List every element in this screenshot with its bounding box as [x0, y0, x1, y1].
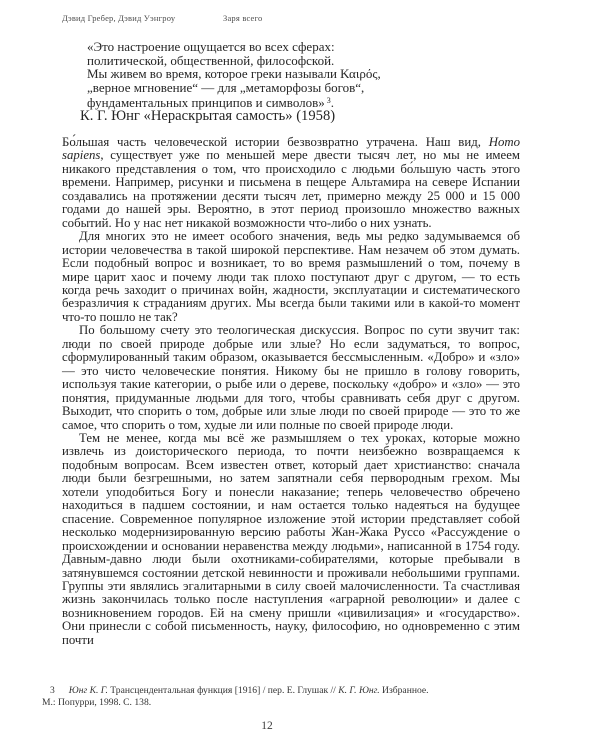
running-head-authors: Дэвид Гребер, Дэвид Уэнгроу — [62, 13, 176, 23]
epigraph-last-line-text: фундаментальных принципов и символов» — [87, 95, 325, 111]
footnote-text — [69, 685, 429, 696]
footnote-line: М.: Попурри, 1998. С. 138. — [42, 696, 152, 708]
epigraph-line: „верное мгновение“ — для „метаморфозы богов“, — [87, 79, 365, 95]
epigraph-line: Мы живем во время, которое греки называли Καιρός, — [87, 66, 381, 82]
text-run: Для многих это не имеет особого значения, ведь мы редко задумываемся об истории человечества в такой широкой перспективе. Нам незачем об этом думать. Если подобный вопрос и возникает, то во время размышлений о том, почему в мире царит хаос и почему люди так плохо поступают друг с другом, — то есть когда речь заходит о причинах войн, жадности, эксплуатации и систематического безразличия к страданиям других. Мы всегда были такими или в какой-то момент что-то пошло не так? — [62, 229, 520, 324]
text-run: Тем не менее, когда мы всё же размышляем о тех уроках, которые можно извлечь из доисторического периода, то почти неизбежно возвращаемся к подобным вопросам. Всем известен ответ, который дает христианство: сначала люди были безгрешными, но затем запятнали себя первородным грехом. Мы хотели уподобиться Богу и понесли наказание; теперь человечество обречено находиться в падшем состоянии, и нам остается только надеяться на будущее спасение. Современное популярное изложение этой истории представляет собой несколько модернизированную версию работы Жан-Жака Руссо «Рассуждение о происхождении и основании неравенства между людьми», написанной в 1754 году. Давным-давно люди были охотниками-собирателями, которые пребывали в затянувшемся состоянии детской невинности и проживали небольшими группами. Группы эти являлись эгалитарными в силу своей малочисленности. Та счастливая жизнь закончилась только после наступления «аграрной революции» и далее с возникновением городов. Ей на смену пришли «цивилизация» и «государство». Они принесли с собой письменность, науку, философию, но одновременно с этим почти — [62, 430, 520, 647]
page-number: 12 — [261, 720, 273, 732]
text-run: По большому счету это теологическая дискуссия. Вопрос по сути звучит так: люди по своей природе добрые или злые? Но если задуматься, то вопрос, сформулированный таким образом, оказывается бессмысленным. «Добро» и «зло» — это чисто человеческие понятия. Никому бы не пришло в голову говорить, используя такие категории, о рыбе или о дереве, поскольку «добро» и «зло» — это понятия, придуманные людьми для того, чтобы сравнивать себя друг с другом. Выходит, что спорить о том, добрые или злые люди по своей природе — это то же самое, что спорить о том, худые ли или полные по своей природе люди. — [62, 323, 520, 432]
footnote-marker: 3 — [50, 685, 55, 696]
text-run: , существует уже по меньшей мере двести тысяч лет, но мы не имеем никакого представления о том, что происходило с людьми бо́льшую часть этого времени. Например, рисунки и письмена в пещере Альтамира на севере Испании создавались на протяжении десяти тысяч лет, примерно между 25 000 и 15 000 годами до нашей эры. Вероятно, в этот период произошло множество важных событий. Но у нас нет никакой возможности что-либо о них узнать. — [62, 148, 520, 230]
text-run: Homo sapiens — [62, 135, 520, 163]
paragraph — [62, 136, 520, 230]
text-run: Бо́льшая часть человеческой истории безвозвратно утрачена. Наш вид, — [62, 135, 489, 149]
paragraph — [62, 432, 520, 647]
footnote — [42, 685, 520, 709]
text-run: Трансцендентальная функция [1916] / пер. Е. Глушак // — [107, 685, 339, 696]
paragraph — [62, 324, 520, 432]
epigraph-terminator: . — [330, 95, 335, 111]
running-head-book-title: Заря всего — [223, 13, 263, 23]
epigraph-line: политической, общественной, философской. — [87, 52, 335, 68]
epigraph-line: «Это настроение ощущается во всех сферах: — [87, 39, 335, 54]
text-run: Избранное. — [379, 685, 429, 696]
section-heading: К. Г. Юнг «Нераскрытая самость» (1958) — [80, 108, 336, 124]
text-run: Юнг К. Г. — [68, 685, 108, 696]
footnote-reference: 3 — [326, 96, 331, 106]
epigraph — [87, 40, 527, 110]
paragraph — [62, 230, 520, 324]
footnote-line — [42, 685, 520, 697]
body-text — [62, 136, 520, 647]
text-run: К. Г. Юнг. — [338, 685, 380, 696]
